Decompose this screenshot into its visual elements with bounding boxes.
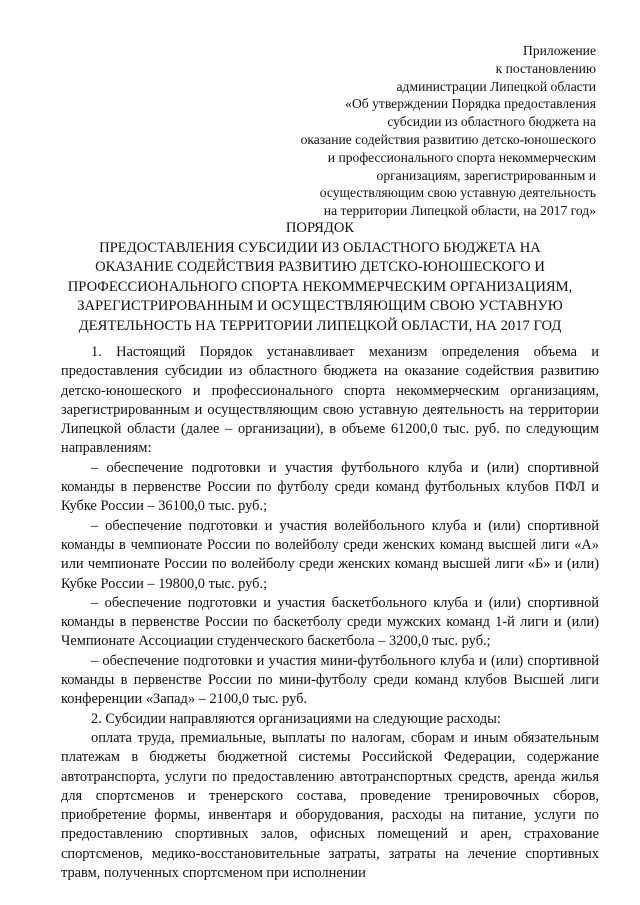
appendix-line: организациям, зарегистрированным и [376, 167, 596, 183]
paragraph-1: 1. Настоящий Порядок устанавливает механизм определения объема и предоставления субсидии из областного бюджета на оказание содействия развитию детско-юношеского и профессионального спорта некоммерческим организациям, зарегистрированным и осуществляющим свою уставную деятельность на территории Липецкой области (далее – организации), в объеме 61200,0 тыс. руб. по следующим направлениям: [61, 344, 599, 457]
title-line: ПРОФЕССИОНАЛЬНОГО СПОРТА НЕКОММЕРЧЕСКИМ ОРГАНИЗАЦИЯМ, [67, 278, 573, 295]
appendix-line: Приложение [523, 43, 596, 58]
appendix-line: субсидии из областного бюджета на [387, 114, 596, 130]
document-body [61, 343, 599, 883]
bullet-basketball: – обеспечение подготовки и участия баскетбольного клуба и (или) спортивной команды в первенстве России по баскетболу среди мужских команд 1-й лиги и (или) Чемпионате Ассоциации студенческого баскетбола – 3200,0 тыс. руб.; [61, 594, 599, 650]
appendix-line: и профессионального спорта некоммерческим [327, 149, 596, 165]
appendix-line: оказание содействия развитию детско-юношеского [300, 131, 596, 147]
appendix-block [236, 42, 596, 220]
bullet-football: – обеспечение подготовки и участия футбольного клуба и (или) спортивной команды в первенстве России по футболу среди команд футбольных клубов ПФЛ и Кубке России – 36100,0 тыс. руб.; [61, 459, 599, 515]
bullet-volleyball: – обеспечение подготовки и участия волейбольного клуба и (или) спортивной команды в чемпионате России по волейболу среди женских команд высшей лиги «А» или чемпионате России по волейболу среди женских команд высшей лиги «Б» и (или) Кубке России – 19800,0 тыс. руб.; [61, 517, 599, 592]
bullet-minifootball: – обеспечение подготовки и участия мини-футбольного клуба и (или) спортивной команды в первенстве России по мини-футболу среди команд клубов Высшей лиги конференции «Запад» – 2100,0 тыс. руб. [61, 652, 599, 708]
appendix-line: на территории Липецкой области, на 2017 год» [323, 203, 596, 219]
appendix-line: «Об утверждении Порядка предоставления [345, 96, 596, 112]
title-line: ОКАЗАНИЕ СОДЕЙСТВИЯ РАЗВИТИЮ ДЕТСКО-ЮНОШЕСКОГО И [95, 259, 545, 276]
title-line: ПРЕДОСТАВЛЕНИЯ СУБСИДИИ ИЗ ОБЛАСТНОГО БЮДЖЕТА НА [99, 239, 541, 256]
title-line: ЗАРЕГИСТРИРОВАННЫМ И ОСУЩЕСТВЛЯЮЩИМ СВОЮ УСТАВНУЮ [77, 298, 563, 315]
appendix-line: к постановлению [495, 60, 596, 76]
title-line: ДЕЯТЕЛЬНОСТЬ НА ТЕРРИТОРИИ ЛИПЕЦКОЙ ОБЛАСТИ, НА 2017 ГОД [78, 317, 562, 334]
appendix-line: осуществляющим свою уставную деятельность [319, 185, 596, 201]
paragraph-2: 2. Субсидии направляются организациями на следующие расходы: [91, 710, 501, 727]
paragraph-3: оплата труда, премиальные, выплаты по налогам, сборам и иным обязательным платежам в бюджеты бюджетной системы Российской Федерации, содержание автотранспорта, услуги по предоставлению автотранспортных средств, аренда жилья для спортсменов и тренерского состава, проведение тренировочных сборов, приобретение формы, инвентаря и оборудования, расходы на питание, услуги по предоставлению спортивных залов, офисных помещений и арен, страхование спортсменов, медико-восстановительные затраты, затраты на лечение спортивных травм, полученных спортсменом при исполнении [61, 729, 599, 882]
document-title [50, 219, 590, 337]
appendix-line: администрации Липецкой области [396, 78, 596, 94]
title-heading: ПОРЯДОК [285, 220, 355, 236]
